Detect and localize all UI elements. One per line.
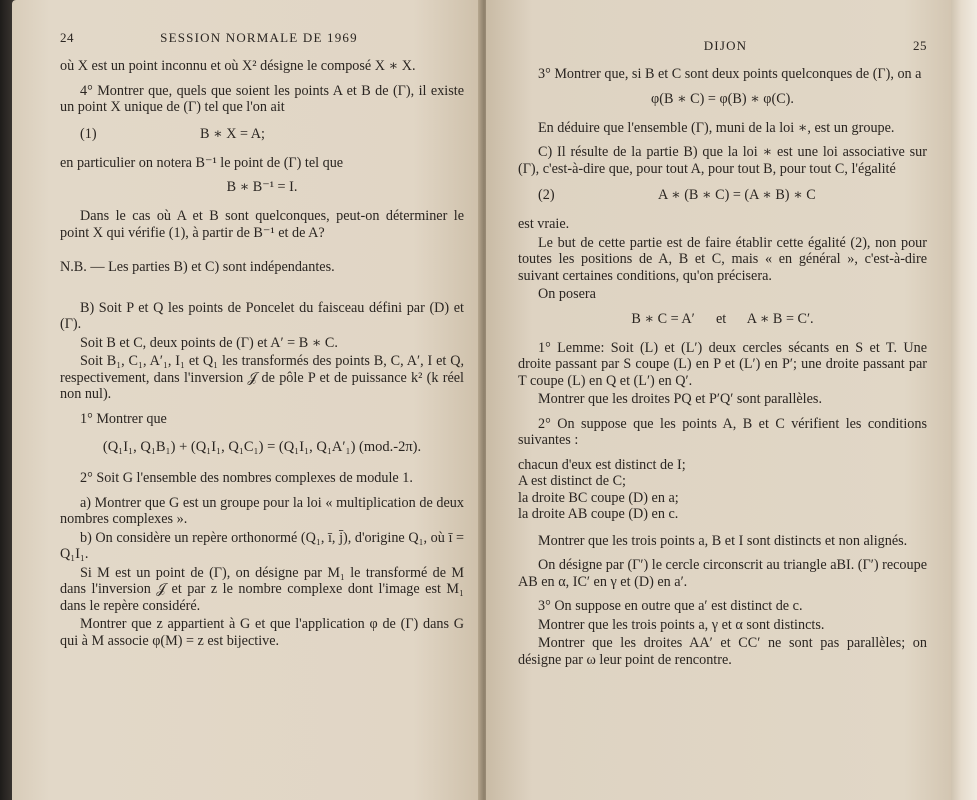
right-page bbox=[486, 0, 951, 800]
equation-1 bbox=[60, 126, 464, 143]
right-running-title: DIJON bbox=[703, 38, 748, 53]
paragraph: B) Soit P et Q les points de Poncelet du faisceau défini par (D) et (Γ). bbox=[60, 299, 464, 332]
paragraph: Montrer que les trois points a, B et I sont distincts et non alignés. bbox=[538, 532, 908, 549]
equation-definitions: B ∗ C = A′ et A ∗ B = C′. bbox=[631, 310, 814, 327]
paragraph: Soit B₁, C₁, A′₁, I₁ et Q₁ les transformés des points B, C, A′, I et Q, respectivement, dans l'inversion 𝒥 de pôle P et de puissance k² (k réel non nul). bbox=[60, 353, 464, 402]
paragraph: 2° Soit G l'ensemble des nombres complexes de module 1. bbox=[80, 470, 413, 486]
paragraph: Si M est un point de (Γ), on désigne par M₁ le transformé de M dans l'inversion 𝒥 et par z le nombre complexe dont l'image est M₁ dans le repère considéré. bbox=[60, 564, 464, 614]
paragraph: est vraie. bbox=[518, 216, 570, 232]
paragraph: Montrer que les droites PQ et P′Q′ sont parallèles. bbox=[538, 391, 822, 407]
right-page-number: 25 bbox=[913, 38, 927, 53]
paragraph: C) Il résulte de la partie B) que la loi ∗ est une loi associative sur (Γ), c'est-à-dire que, pour tout A, pour tout B, pour tout C, l'égalité bbox=[518, 144, 927, 177]
equation-number: (2) bbox=[538, 187, 555, 203]
list-item: la droite AB coupe (D) en c. bbox=[518, 506, 679, 522]
paragraph: 3° On suppose en outre que a′ est distinct de c. bbox=[538, 598, 803, 614]
equation-3: (Q₁I₁, Q₁B₁) + (Q₁I₁, Q₁C₁) = (Q₁I₁, Q₁A′₁) (mod.-2π). bbox=[102, 439, 422, 455]
paragraph: En déduire que l'ensemble (Γ), muni de la loi ∗, est un groupe. bbox=[538, 119, 895, 136]
equation-2: B ∗ B⁻¹ = I. bbox=[226, 179, 298, 195]
equation-0: φ(B ∗ C) = φ(B) ∗ φ(C). bbox=[651, 90, 794, 107]
paragraph: b) On considère un repère orthonormé (Q₁, ī, j̄), d'origine Q₁, où ī = Q₁I₁. bbox=[60, 529, 464, 562]
paragraph: où X est un point inconnu et où X² désigne le composé X ∗ X. bbox=[60, 58, 416, 74]
note: N.B. — Les parties B) et C) sont indépendantes. bbox=[60, 259, 335, 275]
left-running-head bbox=[60, 30, 464, 46]
left-running-title: SESSION NORMALE DE 1969 bbox=[160, 30, 358, 45]
paragraph: Dans le cas où A et B sont quelconques, peut-on déterminer le point X qui vérifie (1), à partir de B⁻¹ et de A? bbox=[60, 208, 464, 241]
paragraph: Montrer que z appartient à G et que l'application φ de (Γ) dans G qui à M associe φ(M) = z est bijective. bbox=[60, 616, 464, 649]
paragraph: Soit B et C, deux points de (Γ) et A′ = B ∗ C. bbox=[80, 334, 338, 351]
paragraph: 3° Montrer que, si B et C sont deux points quelconques de (Γ), on a bbox=[538, 66, 922, 82]
paragraph: a) Montrer que G est un groupe pour la loi « multiplication de deux nombres complexes ». bbox=[60, 494, 464, 527]
paragraph: Montrer que les trois points a, γ et α sont distincts. bbox=[538, 616, 825, 633]
paragraph: On posera bbox=[538, 286, 596, 302]
left-page bbox=[12, 0, 484, 800]
paragraph: 4° Montrer que, quels que soient les points A et B de (Γ), il existe un point X unique de (Γ) tel que l'on ait bbox=[60, 82, 464, 115]
list-item: A est distinct de C; bbox=[518, 473, 626, 489]
page-edge bbox=[951, 0, 977, 800]
paragraph: Le but de cette partie est de faire établir cette égalité (2), non pour toutes les positions de A, B et C, mais « en général », c'est-à-dire suivant certaines conditions, qu'on précisera. bbox=[518, 234, 927, 284]
paragraph: 1° Lemme: Soit (L) et (L′) deux cercles sécants en S et T. Une droite passant par S coupe (L) en P et (L′) en P′; une droite passant par T coupe (L) en Q et (L′) en Q′. bbox=[518, 339, 927, 389]
paragraph: en particulier on notera B⁻¹ le point de (Γ) tel que bbox=[60, 154, 344, 171]
paragraph: On désigne par (Γ′) le cercle circonscrit au triangle aBI. (Γ′) recoupe AB en α, IC′ en γ et (D) en a′. bbox=[518, 557, 927, 590]
paragraph: Montrer que les droites AA′ et CC′ ne sont pas parallèles; on désigne par ω leur point de rencontre. bbox=[518, 635, 927, 668]
paragraph: 1° Montrer que bbox=[80, 410, 167, 427]
equation-number: (1) bbox=[80, 125, 97, 142]
list-item: chacun d'eux est distinct de I; bbox=[518, 456, 686, 473]
paragraph: 2° On suppose que les points A, B et C vérifient les conditions suivantes : bbox=[518, 415, 927, 448]
equation-2-associativity bbox=[518, 187, 927, 204]
conditions-list bbox=[518, 457, 927, 523]
list-item: la droite BC coupe (D) en a; bbox=[518, 489, 679, 506]
equation-body: A ∗ (B ∗ C) = (A ∗ B) ∗ C bbox=[658, 187, 816, 203]
equation-body: B ∗ X = A; bbox=[200, 125, 265, 142]
right-running-head bbox=[518, 38, 927, 54]
left-page-number: 24 bbox=[60, 30, 74, 45]
